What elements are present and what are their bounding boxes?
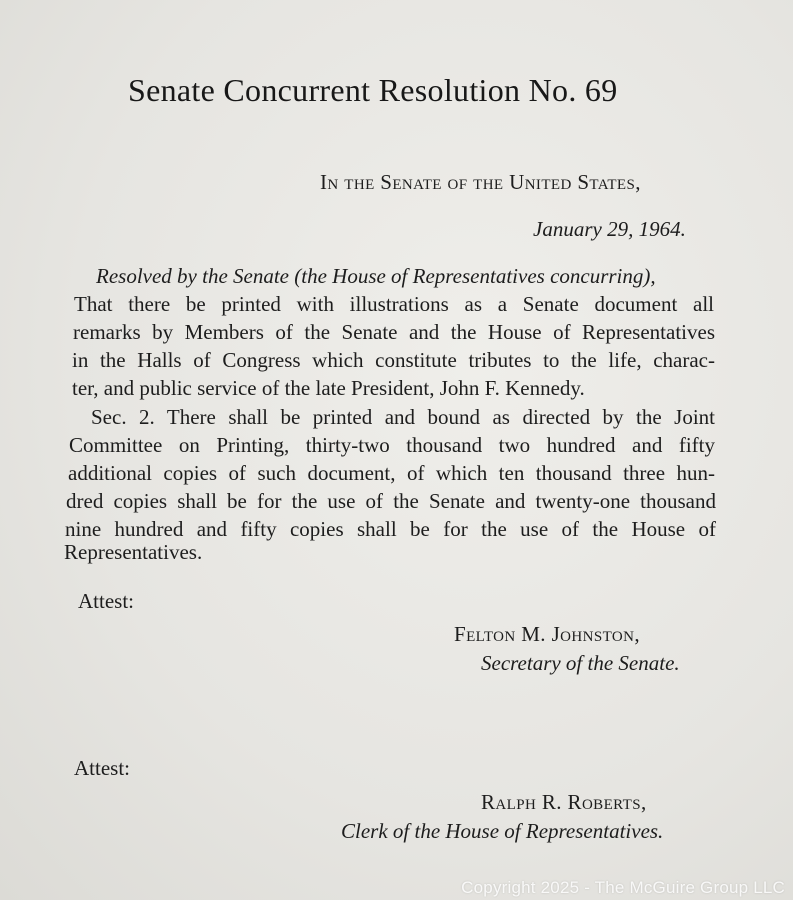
resolution-line-1	[96, 264, 656, 289]
attest-label-1: Attest:	[78, 589, 134, 613]
sec2-line-5: nine hundred and fifty copies shall be for the use of the House of	[65, 517, 716, 541]
attest-name-1: Felton M. Johnston,	[454, 622, 641, 646]
heading-date: January 29, 1964.	[533, 217, 686, 241]
resolution-line-3: remarks by Members of the Senate and the House of Representatives	[73, 320, 715, 344]
attest-office-2: Clerk of the House of Representatives.	[341, 819, 664, 843]
attest-office-1: Secretary of the Senate.	[481, 651, 680, 675]
resolution-line-4: in the Halls of Congress which constitute tributes to the life, charac-	[72, 348, 715, 372]
sec2-line-3: additional copies of such document, of which ten thousand three hun-	[68, 461, 715, 485]
attest-name-2: Ralph R. Roberts,	[481, 790, 647, 814]
sec2-line-1: Sec. 2. There shall be printed and bound as directed by the Joint	[91, 405, 715, 429]
resolution-line-5: ter, and public service of the late President, John F. Kennedy.	[72, 376, 585, 400]
resolution-line-2: That there be printed with illustrations as a Senate document all	[74, 292, 714, 316]
sec2-line-4: dred copies shall be for the use of the Senate and twenty-one thousand	[66, 489, 716, 513]
heading-place: In the Senate of the United States,	[320, 170, 641, 194]
page-title: Senate Concurrent Resolution No. 69	[128, 72, 618, 108]
attest-label-2: Attest:	[74, 756, 130, 780]
sec2-line-2: Committee on Printing, thirty-two thousand two hundred and fifty	[69, 433, 715, 457]
sec2-line-6: Representatives.	[64, 540, 203, 564]
resolution-line-1-text: Resolved by the Senate (the House of Representatives concurring),	[96, 264, 656, 288]
copyright-watermark: Copyright 2025 - The McGuire Group LLC	[461, 878, 785, 897]
